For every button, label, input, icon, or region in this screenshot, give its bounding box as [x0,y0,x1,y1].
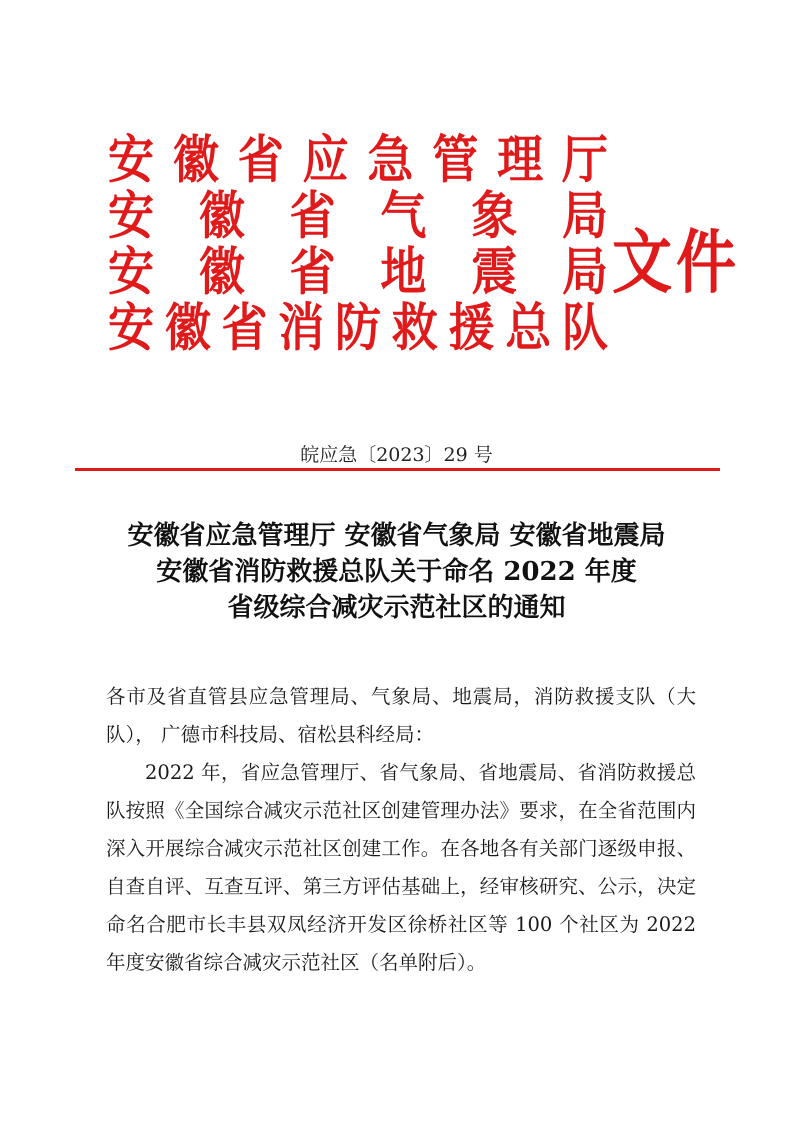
agency-line-earthquake [108,240,608,303]
agency-char: 徽 [198,185,245,246]
agency-char: 局 [561,241,608,302]
red-divider-line [75,468,720,471]
agency-char: 援 [448,297,495,358]
agency-header [108,128,608,358]
agency-char: 安 [108,297,154,358]
agency-line-emergency-management [108,128,608,191]
agency-char: 徽 [164,297,211,358]
agency-char: 安 [108,241,154,302]
agency-char: 省 [221,297,268,358]
agency-char: 徽 [198,241,245,302]
document-title [0,518,793,626]
agency-char: 防 [335,297,381,358]
agency-char: 总 [505,297,552,358]
agency-line-meteorological [108,184,608,247]
doc-type-label: 文件 [612,222,740,304]
salutation: 各市及省直管县应急管理局、气象局、地震局，消防救援支队（大队）， 广德市科技局、宿松县科经局： [106,685,696,746]
agency-char: 气 [380,185,427,246]
agency-char: 救 [391,297,438,358]
agency-char: 厅 [561,129,608,190]
agency-char: 省 [289,241,336,302]
body-paragraph: 2022 年，省应急管理厅、省气象局、省地震局、省消防救援总队按照《全国综合减灾示范社区创建管理办法》要求，在全省范围内深入开展综合减灾示范社区创建工作。在各地各有关部门逐级申报、自查自评、互查互评、第三方评估基础上，经审核研究、公示，决定命名合肥市长丰县双凤经济开发区徐桥社区等 100 个社区为 2022 年度安徽省综合减灾示范社区（名单附后）。 [106,761,696,974]
agency-char: 省 [237,129,284,190]
agency-char: 象 [471,185,518,246]
agency-char: 管 [432,129,479,190]
title-line: 安徽省消防救援总队关于命名 2022 年度 [156,557,637,587]
agency-char: 安 [108,185,154,246]
agency-char: 应 [302,129,349,190]
agency-char: 局 [561,185,608,246]
agency-char: 安 [108,129,154,190]
document-number: 皖应急〔2023〕29 号 [300,444,493,466]
agency-char: 震 [471,241,518,302]
agency-char: 徽 [172,129,219,190]
title-line: 省级综合减灾示范社区的通知 [227,593,566,623]
agency-line-fire-rescue [108,296,608,359]
document-body [106,678,696,982]
agency-char: 消 [278,297,325,358]
title-line: 安徽省应急管理厅 安徽省气象局 安徽省地震局 [127,521,666,551]
agency-char: 急 [367,129,414,190]
agency-char: 队 [562,297,608,358]
agency-char: 地 [380,241,427,302]
agency-char: 省 [289,185,336,246]
agency-char: 理 [497,129,544,190]
